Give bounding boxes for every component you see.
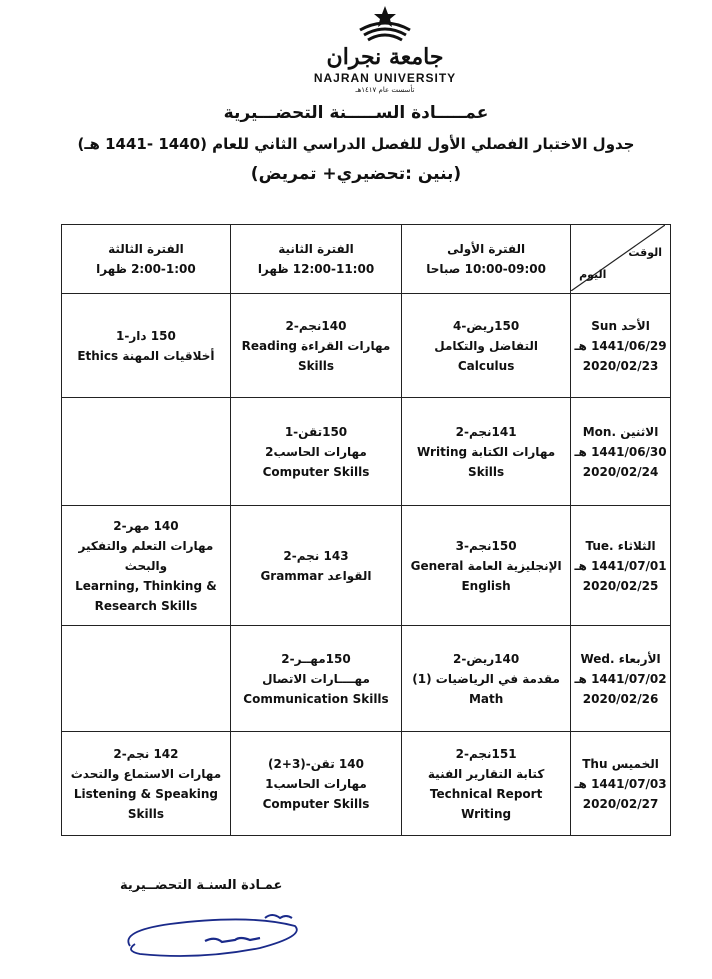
logo-founded: تأسست عام ١٤١٧هـ — [355, 86, 415, 94]
course-name-en: Communication Skills — [243, 691, 389, 706]
table-row — [62, 506, 671, 626]
signatory-label: عمـادة السنـة التحضــيرية — [120, 878, 283, 893]
exam-cell — [402, 732, 571, 836]
gregorian-date: 2020/02/27 — [582, 796, 659, 811]
day-cell — [571, 626, 671, 732]
gregorian-date: 2020/02/26 — [582, 691, 659, 706]
course-name-ar: مهارات الحاسب2 — [265, 444, 367, 459]
exam-schedule-table — [61, 224, 671, 836]
course-name-ar: الإنجليزية العامة — [467, 558, 562, 573]
hijri-date: 1441/07/02 هـ — [574, 671, 667, 686]
hijri-date: 1441/06/29 هـ — [574, 338, 667, 353]
exam-cell — [402, 626, 571, 732]
period-name: الفترة الأولى — [447, 242, 526, 256]
table-row — [62, 626, 671, 732]
course-name-ar: مقدمة في الرياضيات (1) — [412, 671, 560, 686]
exam-cell-empty — [62, 626, 231, 732]
exam-cell — [62, 294, 231, 398]
period-time: 12:00-11:00 ظهرا — [257, 262, 375, 276]
schedule-subtitle: (بنين :تحضيري+ تمريض) — [250, 164, 462, 184]
course-code: 140 تقن-(3+2) — [268, 756, 364, 771]
course-name-en: Reading Skills — [241, 338, 335, 373]
day-cell — [571, 294, 671, 398]
period-time: 2:00-1:00 ظهرا — [96, 262, 196, 276]
day-english: Thu — [582, 756, 608, 771]
course-name-ar: أخلاقيات المهنة — [122, 348, 215, 363]
course-name-en: Writing Skills — [417, 444, 505, 479]
deanship-title: عمـــــادة الســـــنة التحضـــيرية — [223, 103, 489, 123]
exam-cell — [230, 732, 401, 836]
course-code: 140 مهر-2 — [113, 518, 179, 533]
day-english: Sun — [591, 318, 617, 333]
hijri-date: 1441/06/30 هـ — [574, 444, 667, 459]
course-name-ar: مهارات التعلم والتفكير والبحث — [78, 538, 214, 573]
exam-cell — [230, 506, 401, 626]
course-code: 150ريض-4 — [453, 318, 520, 333]
day-english: Wed. — [580, 651, 615, 666]
exam-cell — [62, 506, 231, 626]
exam-cell — [230, 626, 401, 732]
course-name-ar: مهــــارات الاتصال — [262, 671, 370, 686]
corner-day-label: اليوم — [579, 268, 607, 281]
exam-cell — [402, 294, 571, 398]
corner-time-label: الوقت — [628, 246, 662, 259]
day-arabic: الثلاثاء — [617, 538, 656, 553]
course-code: 141نجم-2 — [455, 424, 517, 439]
day-cell — [571, 506, 671, 626]
course-name-en: Math — [468, 691, 504, 706]
course-code: 143 نجم-2 — [283, 548, 349, 563]
hijri-date: 1441/07/01 هـ — [574, 558, 667, 573]
table-row — [62, 398, 671, 506]
course-code: 150نجم-3 — [455, 538, 517, 553]
day-cell — [571, 732, 671, 836]
course-name-ar: مهارات الكتابة — [471, 444, 556, 459]
course-code: 140ريض-2 — [453, 651, 520, 666]
period-header — [62, 225, 231, 294]
course-name-ar: مهارات الاستماع والتحدث — [70, 766, 222, 781]
course-name-en: Learning, Thinking & Research Skills — [75, 578, 217, 613]
exam-cell-empty — [62, 398, 231, 506]
exam-cell — [402, 506, 571, 626]
course-name-en: Grammar — [260, 568, 324, 583]
period-header — [230, 225, 401, 294]
course-code: 151نجم-2 — [455, 746, 517, 761]
palm-emblem-icon — [350, 4, 420, 46]
course-name-en: Computer Skills — [262, 796, 370, 811]
exam-cell — [230, 398, 401, 506]
table-header-row — [62, 225, 671, 294]
period-header — [402, 225, 571, 294]
course-code: 150 دار-1 — [116, 328, 176, 343]
logo-english-name: NAJRAN UNIVERSITY — [313, 71, 457, 85]
day-arabic: الأربعاء — [618, 651, 661, 666]
day-arabic: الخميس — [611, 756, 659, 771]
course-name-en: Listening & Speaking Skills — [73, 786, 218, 821]
course-name-ar: التفاضل والتكامل — [434, 338, 538, 353]
gregorian-date: 2020/02/23 — [582, 358, 659, 373]
university-logo — [300, 4, 470, 96]
exam-cell — [62, 732, 231, 836]
corner-cell — [571, 225, 671, 294]
course-code: 140نجم-2 — [285, 318, 347, 333]
gregorian-date: 2020/02/24 — [582, 464, 659, 479]
course-name-en: Ethics — [77, 348, 119, 363]
period-name: الفترة الثانية — [278, 242, 354, 256]
course-code: 142 نجم-2 — [113, 746, 179, 761]
period-name: الفترة الثالثة — [108, 242, 184, 256]
hijri-date: 1441/07/03 هـ — [574, 776, 667, 791]
course-name-ar: مهارات الحاسب1 — [265, 776, 367, 791]
day-english: Mon. — [582, 424, 617, 439]
schedule-title: جدول الاختبار الفصلي الأول للفصل الدراسي الثاني للعام (1440 -1441 هـ) — [77, 135, 635, 153]
course-name-en: Computer Skills — [262, 464, 370, 479]
exam-cell — [230, 294, 401, 398]
day-english: Tue. — [585, 538, 614, 553]
logo-arabic-name: جامعة نجران — [326, 44, 444, 70]
table-row — [62, 294, 671, 398]
day-arabic: الاثنين — [620, 424, 659, 439]
gregorian-date: 2020/02/25 — [582, 578, 659, 593]
course-code: 150تقن-1 — [284, 424, 348, 439]
period-time: 10:00-09:00 صباحا — [426, 262, 546, 276]
day-arabic: الأحد — [621, 318, 650, 333]
course-name-ar: مهارات القراءة — [301, 338, 391, 353]
course-name-en: Calculus — [457, 358, 515, 373]
course-name-ar: القواعد — [327, 568, 372, 583]
course-code: 150مهــر-2 — [281, 651, 351, 666]
course-name-en: General English — [410, 558, 511, 593]
table-row — [62, 732, 671, 836]
exam-cell — [402, 398, 571, 506]
course-name-en: Technical Report Writing — [429, 786, 543, 821]
day-cell — [571, 398, 671, 506]
handwritten-signature — [110, 896, 310, 966]
course-name-ar: كتابة التقارير الفنية — [427, 766, 545, 781]
